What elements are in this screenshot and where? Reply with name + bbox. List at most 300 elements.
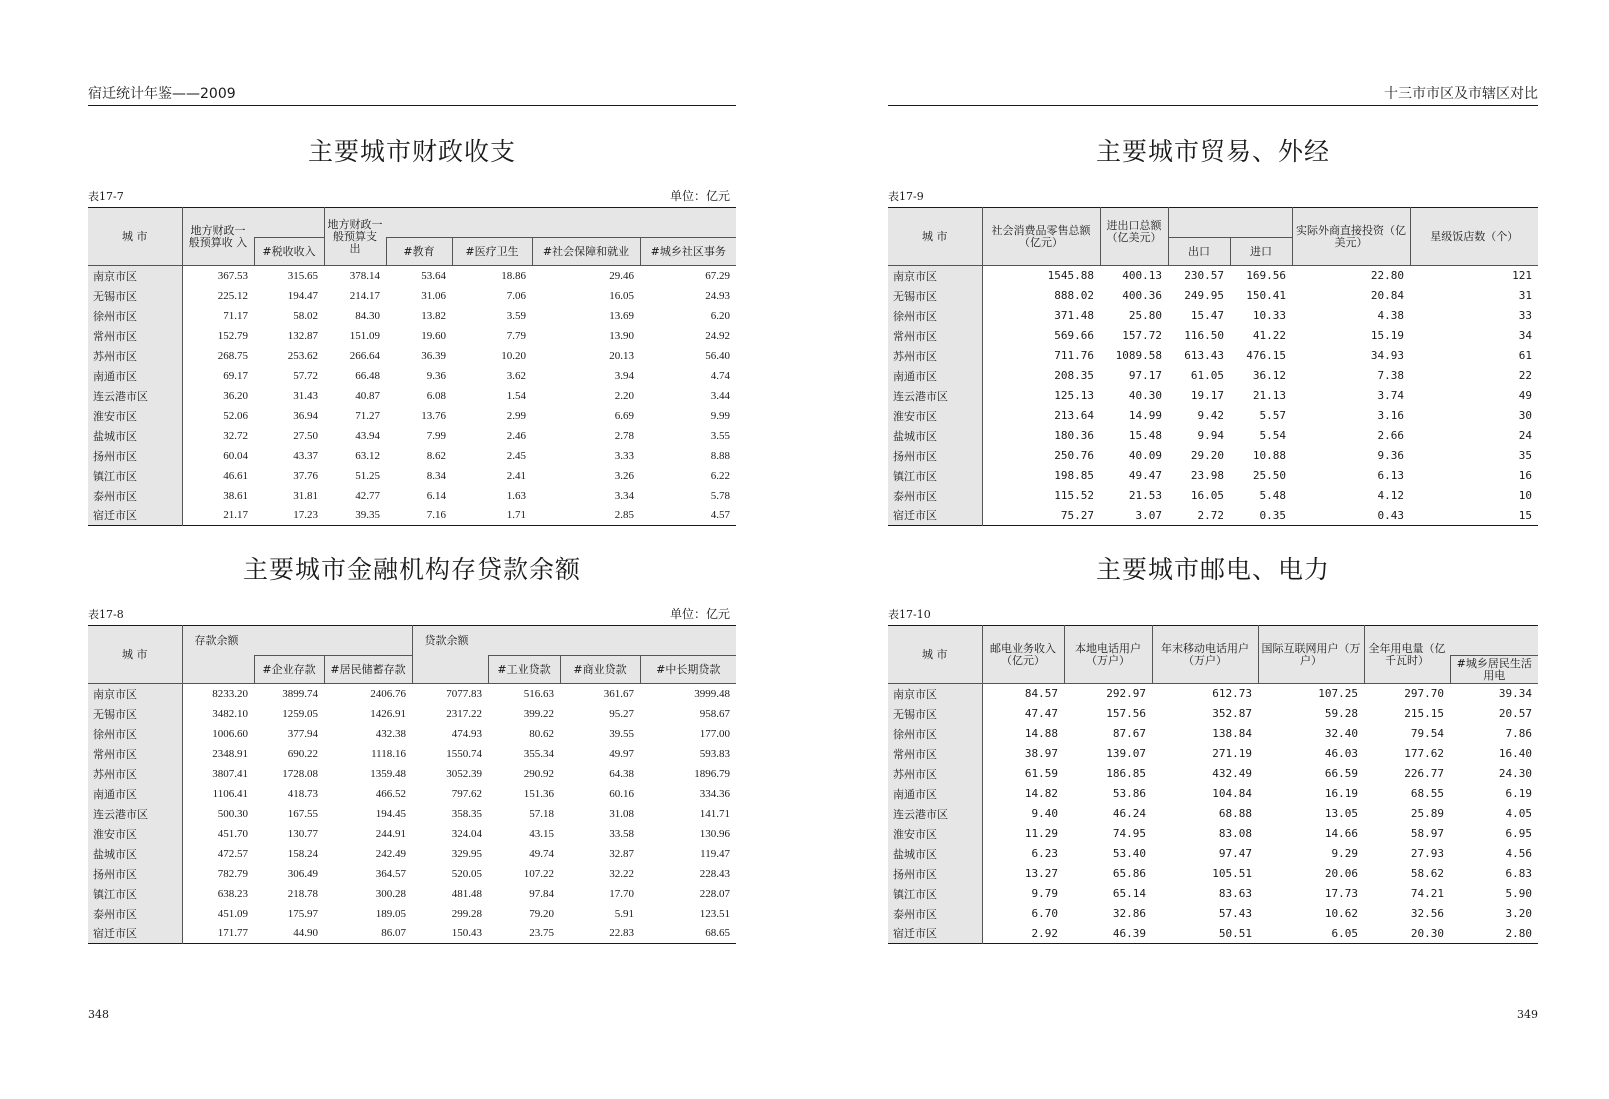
value-cell: 50.51 xyxy=(1218,926,1252,940)
value-cell: 104.84 xyxy=(1212,787,1252,800)
value-cell: 18.86 xyxy=(501,269,526,282)
city-cell: 宿迁市区 xyxy=(88,924,182,944)
table-row xyxy=(888,466,1538,486)
value-cell: 66.59 xyxy=(1324,767,1358,780)
value-cell: 40.09 xyxy=(1128,449,1162,462)
table-row xyxy=(88,266,736,286)
city-cell: 镇江市区 xyxy=(888,884,982,904)
value-cell: 315.65 xyxy=(287,269,318,282)
city-cell: 淮安市区 xyxy=(88,406,182,426)
table-row xyxy=(88,804,736,824)
value-cell: 268.75 xyxy=(217,349,248,362)
value-cell: 3.55 xyxy=(710,429,730,442)
value-cell: 2.72 xyxy=(1197,508,1224,522)
value-cell: 6.22 xyxy=(710,469,730,482)
col-header-residential-power: #城乡居民生活用电 xyxy=(1450,656,1538,684)
value-cell: 83.08 xyxy=(1218,827,1252,840)
telecom-power-table xyxy=(888,625,1538,944)
value-cell: 3.16 xyxy=(1377,409,1404,422)
value-cell: 432.38 xyxy=(375,727,406,740)
table-meta xyxy=(88,187,736,207)
table-row xyxy=(88,924,736,944)
value-cell: 451.09 xyxy=(217,907,248,920)
value-cell: 34 xyxy=(1518,329,1532,342)
trade-table xyxy=(888,207,1538,526)
value-cell: 10.62 xyxy=(1324,907,1358,920)
col-header-postal-revenue: 邮电业务收入（亿元） xyxy=(982,626,1064,684)
value-cell: 180.36 xyxy=(1054,429,1094,442)
city-cell: 宿迁市区 xyxy=(88,506,182,526)
table-row xyxy=(88,764,736,784)
value-cell: 49.97 xyxy=(609,747,634,760)
value-cell: 167.55 xyxy=(287,807,318,820)
value-cell: 13.69 xyxy=(609,309,634,322)
value-cell: 520.05 xyxy=(451,867,482,880)
value-cell: 6.05 xyxy=(1331,926,1358,940)
city-cell: 徐州市区 xyxy=(88,724,182,744)
value-cell: 228.43 xyxy=(699,867,730,880)
trade-table-body xyxy=(888,266,1538,526)
value-cell: 5.48 xyxy=(1259,489,1286,502)
value-cell: 53.86 xyxy=(1112,787,1146,800)
value-cell: 43.94 xyxy=(355,429,380,442)
value-cell: 177.00 xyxy=(699,727,730,740)
value-cell: 60.16 xyxy=(609,787,634,800)
value-cell: 57.72 xyxy=(293,369,318,382)
value-cell: 14.99 xyxy=(1128,409,1162,422)
value-cell: 20.06 xyxy=(1324,867,1358,880)
value-cell: 21.13 xyxy=(1252,389,1286,402)
value-cell: 6.95 xyxy=(1505,827,1532,840)
table-row xyxy=(88,486,736,506)
fiscal-table xyxy=(88,207,736,526)
city-cell: 南京市区 xyxy=(888,684,982,704)
value-cell: 43.37 xyxy=(293,449,318,462)
col-header-expenditure: 地方财政一般预算支 出 xyxy=(324,208,386,266)
value-cell: 42.77 xyxy=(355,489,380,502)
table-row xyxy=(88,864,736,884)
city-cell: 盐城市区 xyxy=(888,426,982,446)
value-cell: 378.14 xyxy=(349,269,380,282)
value-cell: 68.65 xyxy=(705,927,730,940)
value-cell: 32.86 xyxy=(1112,907,1146,920)
value-cell: 6.70 xyxy=(1031,907,1058,920)
table-meta xyxy=(888,187,1538,207)
value-cell: 432.49 xyxy=(1212,767,1252,780)
value-cell: 352.87 xyxy=(1212,707,1252,720)
value-cell: 1106.41 xyxy=(212,787,248,800)
value-cell: 19.17 xyxy=(1190,389,1224,402)
table-row xyxy=(888,904,1538,924)
value-cell: 17.70 xyxy=(609,887,634,900)
value-cell: 324.04 xyxy=(451,827,482,840)
table-row xyxy=(888,266,1538,286)
value-cell: 6.08 xyxy=(426,389,446,402)
table-row xyxy=(888,924,1538,944)
value-cell: 31.06 xyxy=(421,289,446,302)
value-cell: 4.05 xyxy=(1505,807,1532,820)
value-cell: 32.87 xyxy=(609,847,634,860)
value-cell: 297.70 xyxy=(1404,687,1444,701)
value-cell: 36.94 xyxy=(293,409,318,422)
value-cell: 87.67 xyxy=(1112,727,1146,740)
value-cell: 300.28 xyxy=(375,887,406,900)
value-cell: 71.27 xyxy=(355,409,380,422)
value-cell: 3.74 xyxy=(1377,389,1404,402)
value-cell: 14.82 xyxy=(1024,787,1058,800)
section-title: 主要城市金融机构存贷款余额 xyxy=(242,555,581,584)
table-unit: 单位：亿元 xyxy=(669,189,730,203)
value-cell: 690.22 xyxy=(287,747,318,760)
city-cell: 常州市区 xyxy=(88,326,182,346)
value-cell: 125.13 xyxy=(1054,389,1094,402)
value-cell: 23.75 xyxy=(529,927,554,940)
col-header-loans: 贷款余额 xyxy=(412,626,736,656)
value-cell: 52.06 xyxy=(223,409,248,422)
city-cell: 徐州市区 xyxy=(88,306,182,326)
value-cell: 49.47 xyxy=(1128,469,1162,482)
col-header-commercial-loans: #商业贷款 xyxy=(560,656,640,684)
value-cell: 65.14 xyxy=(1112,887,1146,900)
city-cell: 常州市区 xyxy=(88,744,182,764)
city-cell: 连云港市区 xyxy=(888,386,982,406)
value-cell: 30 xyxy=(1518,409,1532,422)
value-cell: 213.64 xyxy=(1054,409,1094,422)
section-finance xyxy=(88,552,736,944)
value-cell: 292.97 xyxy=(1106,687,1146,701)
value-cell: 5.57 xyxy=(1259,409,1286,422)
value-cell: 7.79 xyxy=(506,329,526,342)
value-cell: 15.19 xyxy=(1370,329,1404,342)
value-cell: 613.43 xyxy=(1184,349,1224,362)
value-cell: 115.52 xyxy=(1054,489,1094,502)
city-cell: 泰州市区 xyxy=(888,486,982,506)
value-cell: 25.50 xyxy=(1252,469,1286,482)
value-cell: 230.57 xyxy=(1184,269,1224,283)
value-cell: 24.30 xyxy=(1498,767,1532,780)
value-cell: 22 xyxy=(1518,369,1532,382)
value-cell: 358.35 xyxy=(451,807,482,820)
table-row xyxy=(88,884,736,904)
value-cell: 1089.58 xyxy=(1115,349,1162,362)
value-cell: 4.57 xyxy=(710,509,730,522)
value-cell: 15.48 xyxy=(1128,429,1162,442)
value-cell: 32.56 xyxy=(1410,907,1444,920)
table-row xyxy=(888,506,1538,526)
value-cell: 7077.83 xyxy=(446,687,482,700)
table-row xyxy=(888,704,1538,724)
value-cell: 3.07 xyxy=(1135,508,1162,522)
table-row xyxy=(888,446,1538,466)
value-cell: 0.35 xyxy=(1259,508,1286,522)
value-cell: 1728.08 xyxy=(282,767,318,780)
table-row xyxy=(88,904,736,924)
value-cell: 21.17 xyxy=(223,509,248,522)
value-cell: 6.83 xyxy=(1505,867,1532,880)
value-cell: 20.84 xyxy=(1370,289,1404,302)
value-cell: 58.97 xyxy=(1410,827,1444,840)
value-cell: 171.77 xyxy=(217,927,248,940)
value-cell: 16 xyxy=(1518,469,1532,482)
col-header-resident-savings: #居民储蓄存款 xyxy=(324,656,412,684)
col-header-mobile-users: 年末移动电话用户（万户） xyxy=(1152,626,1258,684)
table-row xyxy=(888,426,1538,446)
value-cell: 9.40 xyxy=(1031,807,1058,820)
value-cell: 79.54 xyxy=(1410,727,1444,740)
value-cell: 225.12 xyxy=(217,289,248,302)
running-head xyxy=(888,86,1538,106)
value-cell: 2.85 xyxy=(614,509,634,522)
value-cell: 83.63 xyxy=(1218,887,1252,900)
col-header-fdi: 实际外商直接投资（亿美元） xyxy=(1292,208,1410,266)
table-row xyxy=(88,306,736,326)
value-cell: 7.16 xyxy=(426,509,446,522)
table-row xyxy=(88,446,736,466)
value-cell: 14.88 xyxy=(1024,727,1058,740)
value-cell: 271.19 xyxy=(1212,747,1252,760)
value-cell: 67.29 xyxy=(705,269,730,282)
value-cell: 1896.79 xyxy=(694,767,730,780)
value-cell: 56.40 xyxy=(705,349,730,362)
value-cell: 16.40 xyxy=(1498,747,1532,760)
value-cell: 24.93 xyxy=(705,289,730,302)
col-header-deposits: 存款余额 xyxy=(182,626,412,656)
value-cell: 2.20 xyxy=(614,389,634,402)
value-cell: 36.20 xyxy=(223,389,248,402)
section-telecom-power xyxy=(888,552,1538,944)
value-cell: 1259.05 xyxy=(282,707,318,720)
value-cell: 361.67 xyxy=(603,687,634,700)
value-cell: 141.71 xyxy=(699,807,730,820)
value-cell: 10 xyxy=(1518,489,1532,502)
col-header-landline-users: 本地电话用户（万户） xyxy=(1064,626,1152,684)
value-cell: 355.34 xyxy=(523,747,554,760)
value-cell: 130.77 xyxy=(287,827,318,840)
value-cell: 3.34 xyxy=(614,489,634,502)
table-row xyxy=(888,306,1538,326)
value-cell: 3999.48 xyxy=(694,687,730,700)
value-cell: 2348.91 xyxy=(212,747,248,760)
value-cell: 24 xyxy=(1518,429,1532,442)
value-cell: 3.26 xyxy=(614,469,634,482)
value-cell: 23.98 xyxy=(1190,469,1224,482)
value-cell: 218.78 xyxy=(287,887,318,900)
value-cell: 37.76 xyxy=(293,469,318,482)
col-header-city: 城 市 xyxy=(88,626,182,684)
city-cell: 连云港市区 xyxy=(88,804,182,824)
table-row xyxy=(888,804,1538,824)
value-cell: 8.34 xyxy=(426,469,446,482)
value-cell: 1.63 xyxy=(506,489,526,502)
table-row xyxy=(88,286,736,306)
value-cell: 86.07 xyxy=(381,927,406,940)
value-cell: 31.81 xyxy=(293,489,318,502)
value-cell: 466.52 xyxy=(375,787,406,800)
value-cell: 208.35 xyxy=(1054,369,1094,382)
value-cell: 41.22 xyxy=(1252,329,1286,342)
value-cell: 25.89 xyxy=(1410,807,1444,820)
value-cell: 198.85 xyxy=(1054,469,1094,482)
value-cell: 8.88 xyxy=(710,449,730,462)
running-head-text: 宿迁统计年鉴——2009 xyxy=(88,86,236,102)
value-cell: 169.56 xyxy=(1246,269,1286,283)
value-cell: 61.59 xyxy=(1024,767,1058,780)
value-cell: 97.17 xyxy=(1128,369,1162,382)
value-cell: 516.63 xyxy=(523,687,554,700)
value-cell: 84.57 xyxy=(1024,687,1058,701)
finance-table-body xyxy=(88,684,736,944)
city-cell: 南通市区 xyxy=(88,784,182,804)
value-cell: 266.64 xyxy=(349,349,380,362)
value-cell: 4.56 xyxy=(1505,847,1532,860)
value-cell: 13.82 xyxy=(421,309,446,322)
value-cell: 214.17 xyxy=(349,289,380,302)
value-cell: 75.27 xyxy=(1060,508,1094,522)
value-cell: 46.39 xyxy=(1112,926,1146,940)
value-cell: 116.50 xyxy=(1184,329,1224,342)
value-cell: 1426.91 xyxy=(370,707,406,720)
value-cell: 476.15 xyxy=(1246,349,1286,362)
value-cell: 49 xyxy=(1518,389,1532,402)
city-cell: 南通市区 xyxy=(88,366,182,386)
table-row xyxy=(88,724,736,744)
value-cell: 31.43 xyxy=(293,389,318,402)
table-meta xyxy=(88,605,736,625)
value-cell: 1550.74 xyxy=(446,747,482,760)
value-cell: 40.87 xyxy=(355,389,380,402)
table-row xyxy=(88,386,736,406)
table-row xyxy=(88,366,736,386)
value-cell: 364.57 xyxy=(375,867,406,880)
value-cell: 1359.48 xyxy=(370,767,406,780)
value-cell: 39.34 xyxy=(1498,687,1532,701)
value-cell: 36.12 xyxy=(1252,369,1286,382)
value-cell: 46.03 xyxy=(1324,747,1358,760)
value-cell: 158.24 xyxy=(287,847,318,860)
city-cell: 常州市区 xyxy=(888,326,982,346)
table-row xyxy=(888,486,1538,506)
value-cell: 226.77 xyxy=(1404,767,1444,780)
city-cell: 南京市区 xyxy=(888,266,982,286)
value-cell: 399.22 xyxy=(523,707,554,720)
value-cell: 38.61 xyxy=(223,489,248,502)
city-cell: 苏州市区 xyxy=(888,764,982,784)
value-cell: 4.74 xyxy=(710,369,730,382)
value-cell: 9.36 xyxy=(426,369,446,382)
value-cell: 186.85 xyxy=(1106,767,1146,780)
value-cell: 121 xyxy=(1512,269,1532,283)
city-cell: 无锡市区 xyxy=(88,704,182,724)
value-cell: 59.28 xyxy=(1324,707,1358,720)
value-cell: 2.41 xyxy=(506,469,526,482)
value-cell: 3807.41 xyxy=(212,767,248,780)
value-cell: 958.67 xyxy=(699,707,730,720)
value-cell: 29.46 xyxy=(609,269,634,282)
table-row xyxy=(888,844,1538,864)
value-cell: 334.36 xyxy=(699,787,730,800)
table-number: 表17-9 xyxy=(888,190,924,203)
value-cell: 58.02 xyxy=(293,309,318,322)
table-row xyxy=(888,764,1538,784)
table-row xyxy=(88,684,736,704)
value-cell: 329.95 xyxy=(451,847,482,860)
value-cell: 472.57 xyxy=(217,847,248,860)
value-cell: 138.84 xyxy=(1212,727,1252,740)
value-cell: 31 xyxy=(1518,289,1532,302)
value-cell: 299.28 xyxy=(451,907,482,920)
value-cell: 8233.20 xyxy=(212,687,248,700)
value-cell: 9.79 xyxy=(1031,887,1058,900)
value-cell: 43.15 xyxy=(529,827,554,840)
value-cell: 74.21 xyxy=(1410,887,1444,900)
table-row xyxy=(888,724,1538,744)
table-row xyxy=(88,824,736,844)
table-row xyxy=(88,506,736,526)
value-cell: 123.51 xyxy=(699,907,730,920)
table-row xyxy=(888,346,1538,366)
col-header-tax: #税收收入 xyxy=(254,238,324,266)
table-row xyxy=(888,744,1538,764)
value-cell: 711.76 xyxy=(1054,349,1094,362)
value-cell: 32.22 xyxy=(609,867,634,880)
city-cell: 无锡市区 xyxy=(888,704,982,724)
value-cell: 6.19 xyxy=(1505,787,1532,800)
table-row xyxy=(88,346,736,366)
value-cell: 32.40 xyxy=(1324,727,1358,740)
value-cell: 2.99 xyxy=(506,409,526,422)
value-cell: 6.69 xyxy=(614,409,634,422)
value-cell: 194.47 xyxy=(287,289,318,302)
value-cell: 1.54 xyxy=(506,389,526,402)
value-cell: 4.38 xyxy=(1377,309,1404,322)
value-cell: 107.25 xyxy=(1318,687,1358,701)
city-cell: 徐州市区 xyxy=(888,306,982,326)
value-cell: 11.29 xyxy=(1024,827,1058,840)
value-cell: 400.36 xyxy=(1122,289,1162,302)
value-cell: 38.97 xyxy=(1024,747,1058,760)
value-cell: 7.99 xyxy=(426,429,446,442)
value-cell: 474.93 xyxy=(451,727,482,740)
value-cell: 17.23 xyxy=(293,509,318,522)
table-row xyxy=(88,426,736,446)
value-cell: 1006.60 xyxy=(212,727,248,740)
value-cell: 4.12 xyxy=(1377,489,1404,502)
table-row xyxy=(888,366,1538,386)
value-cell: 451.70 xyxy=(217,827,248,840)
value-cell: 9.94 xyxy=(1197,429,1224,442)
value-cell: 7.86 xyxy=(1505,727,1532,740)
value-cell: 3899.74 xyxy=(282,687,318,700)
city-cell: 南京市区 xyxy=(88,684,182,704)
city-cell: 镇江市区 xyxy=(888,466,982,486)
value-cell: 39.35 xyxy=(355,509,380,522)
value-cell: 139.07 xyxy=(1106,747,1146,760)
value-cell: 53.40 xyxy=(1112,847,1146,860)
value-cell: 107.22 xyxy=(523,867,554,880)
value-cell: 569.66 xyxy=(1054,329,1094,342)
value-cell: 58.62 xyxy=(1410,867,1444,880)
col-header-industrial-loans: #工业贷款 xyxy=(488,656,560,684)
value-cell: 175.97 xyxy=(287,907,318,920)
value-cell: 152.79 xyxy=(217,329,248,342)
value-cell: 53.64 xyxy=(421,269,446,282)
value-cell: 151.36 xyxy=(523,787,554,800)
value-cell: 97.47 xyxy=(1218,847,1252,860)
value-cell: 7.06 xyxy=(506,289,526,302)
value-cell: 1545.88 xyxy=(1047,269,1094,283)
value-cell: 60.04 xyxy=(223,449,248,462)
value-cell: 9.42 xyxy=(1197,409,1224,422)
